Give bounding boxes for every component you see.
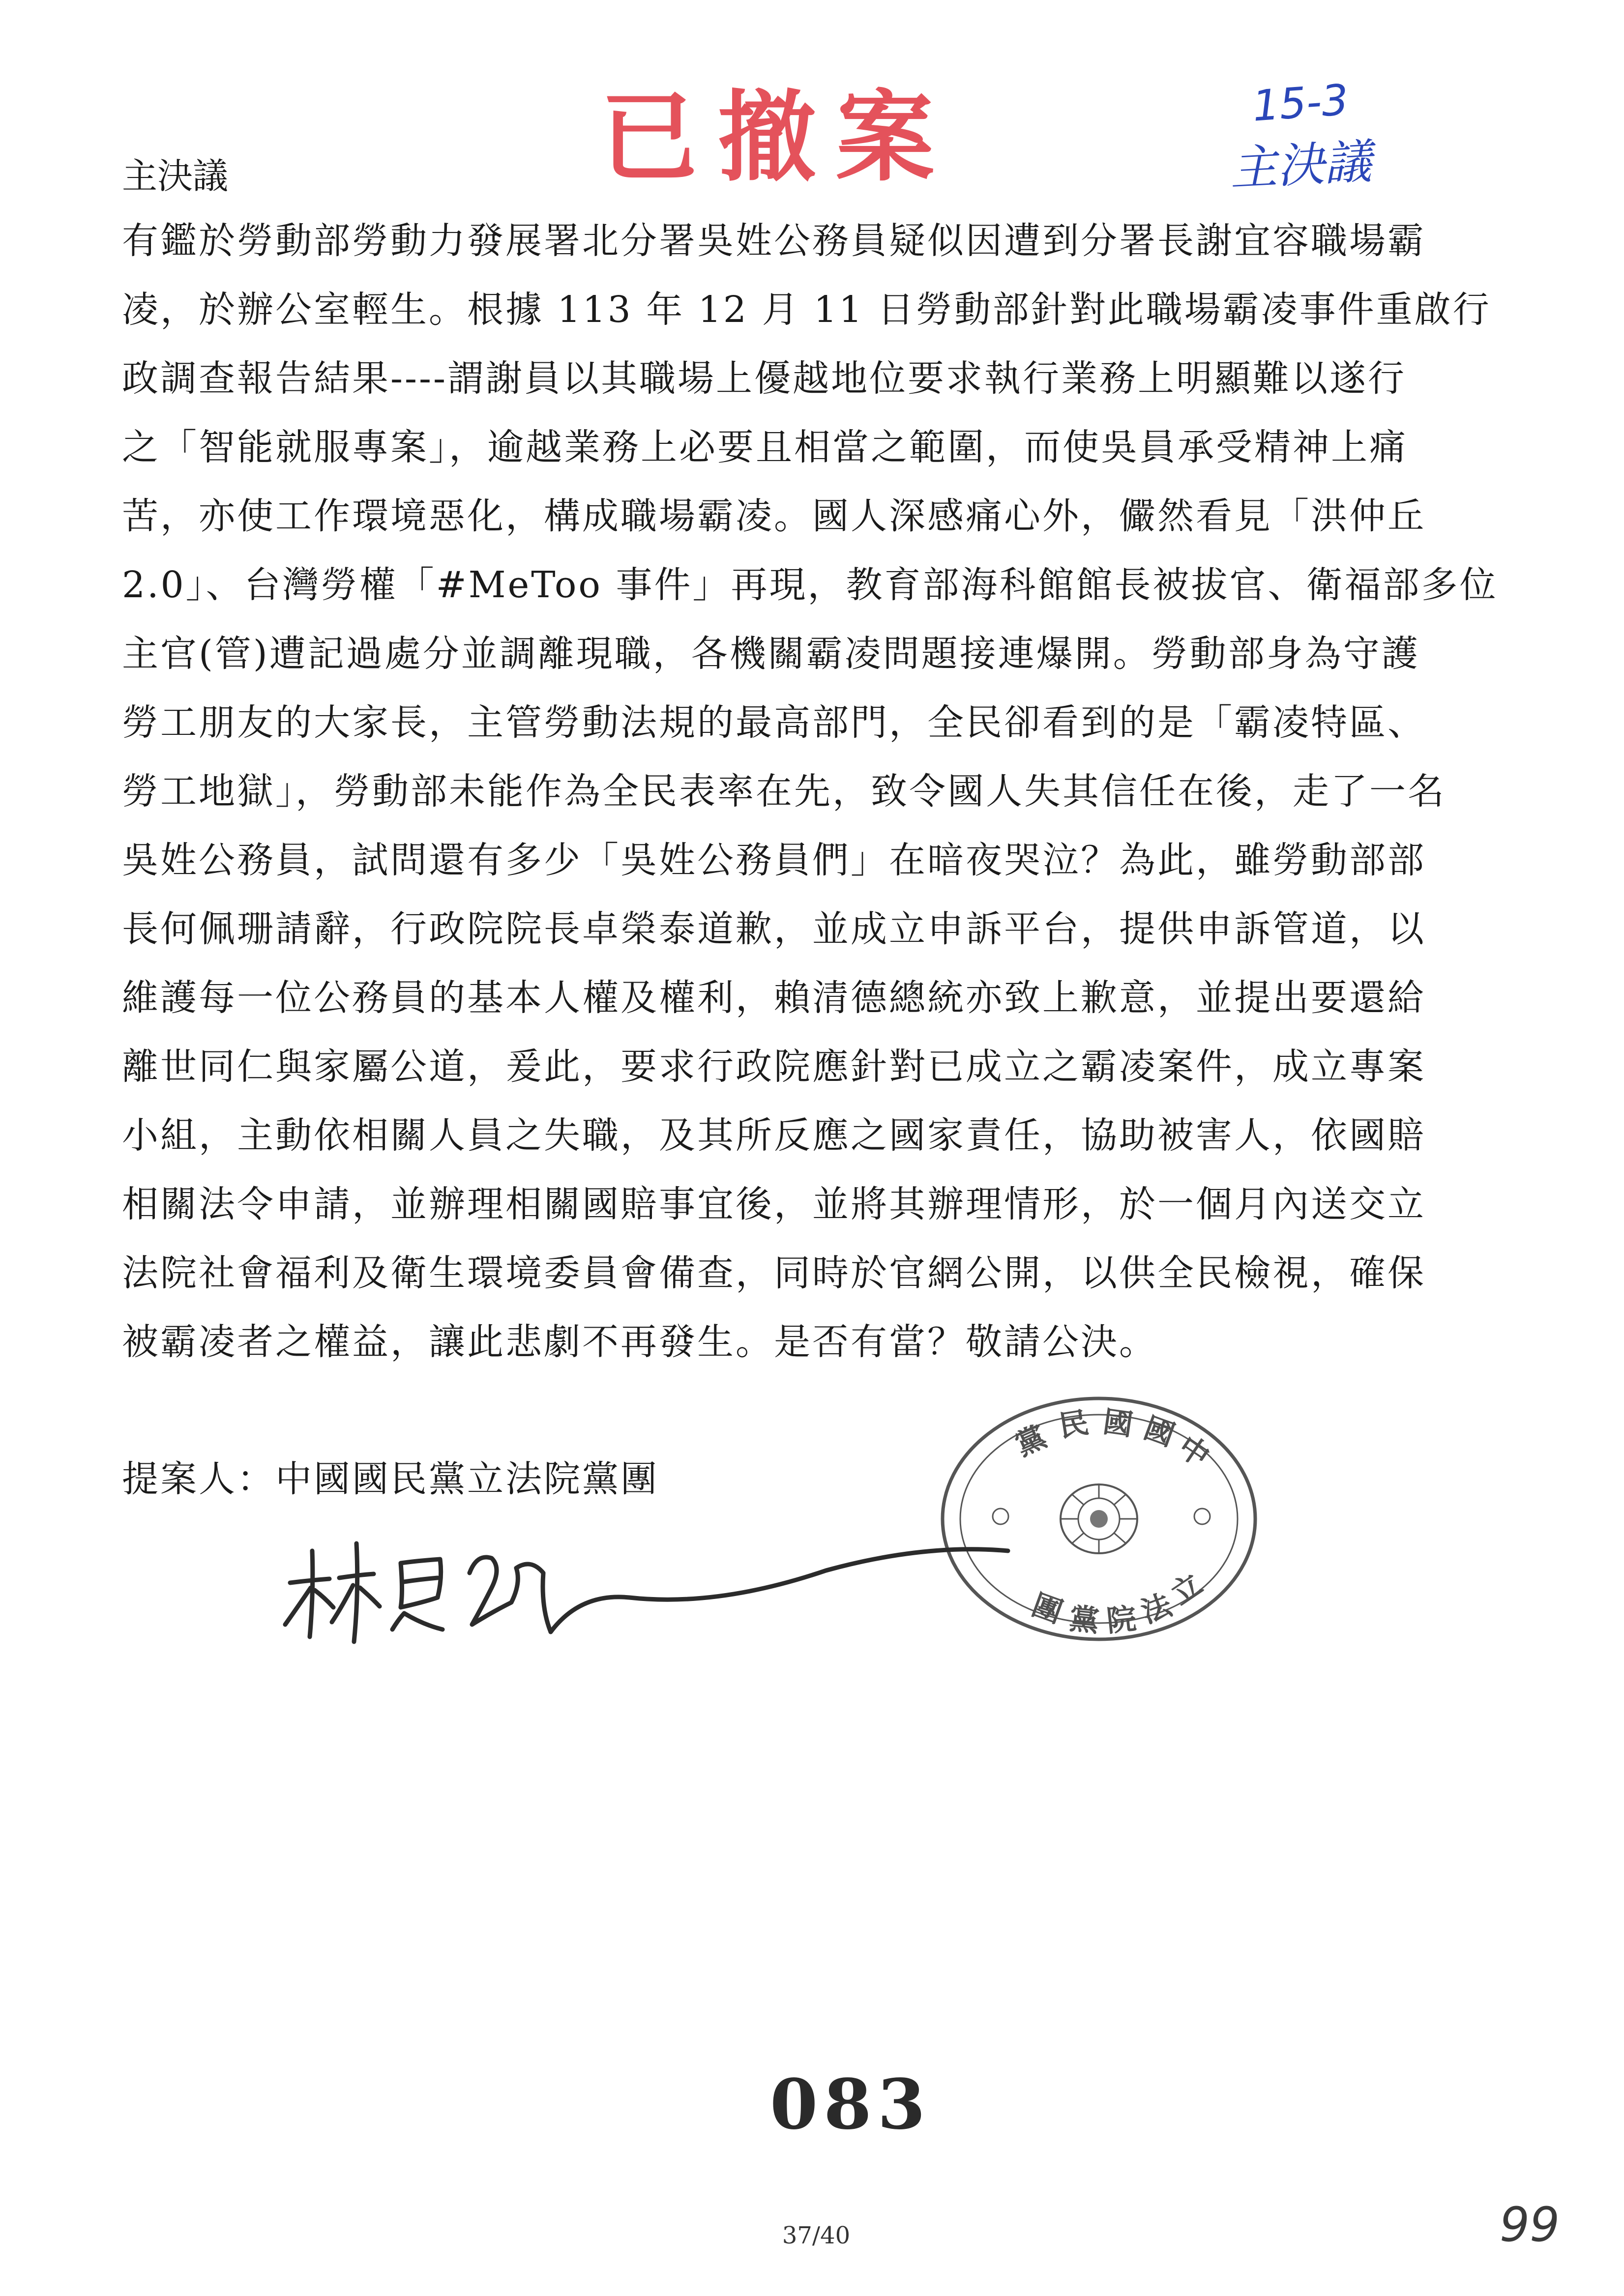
svg-text:院: 院 — [1105, 1601, 1138, 1639]
svg-text:民: 民 — [1056, 1405, 1091, 1444]
body-line: 政調查報告結果----謂謝員以其職場上優越地位要求執行業務上明顯難以遂行 — [122, 357, 1407, 400]
body-line: 苦，亦使工作環境惡化，構成職場霸凌。國人深感痛心外，儼然看見「洪仲丘 — [122, 495, 1426, 537]
handwritten-page-number: 99 — [1500, 2197, 1560, 2252]
page-number: 37/40 — [782, 2222, 851, 2249]
document-heading: 主決議 — [122, 155, 229, 197]
body-line: 小組，主動依相關人員之失職，及其所反應之國家責任，協助被害人，依國賠 — [122, 1114, 1426, 1157]
handwritten-ref-label: 主決議 — [1228, 134, 1373, 197]
body-line: 有鑑於勞動部勞動力發展署北分署吳姓公務員疑似因遭到分署長謝宜容職場霸 — [122, 220, 1426, 262]
proposer-line: 提案人：中國國民黨立法院黨團 — [122, 1458, 659, 1500]
svg-text:黨: 黨 — [1067, 1601, 1101, 1639]
handwritten-ref-number: 15-3 — [1251, 75, 1350, 131]
body-line: 之「智能就服專案」，逾越業務上必要且相當之範圍，而使吳員承受精神上痛 — [122, 426, 1408, 468]
resolution-body — [122, 206, 1499, 1376]
svg-text:國: 國 — [1139, 1411, 1180, 1453]
body-line: 離世同仁與家屬公道，爰此，要求行政院應針對已成立之霸凌案件，成立專案 — [122, 1046, 1426, 1088]
svg-text:中: 中 — [1172, 1429, 1216, 1475]
body-line: 吳姓公務員，試問還有多少「吳姓公務員們」在暗夜哭泣？為此，雖勞動部部 — [122, 839, 1426, 881]
body-line: 主官(管)遭記過處分並調離現職，各機關霸凌問題接連爆開。勞動部身為守護 — [122, 633, 1420, 675]
body-line: 凌，於辦公室輕生。根據 113 年 12 月 11 日勞動部針對此職場霸凌事件重啟行 — [122, 289, 1491, 331]
svg-text:法: 法 — [1136, 1588, 1177, 1630]
body-line: 長何佩珊請辭，行政院院長卓榮泰道歉，並成立申訴平台，提供申訴管道，以 — [122, 908, 1426, 950]
svg-text:黨: 黨 — [1010, 1419, 1052, 1463]
body-line: 相關法令申請，並辦理相關國賠事宜後，並將其辦理情形，於一個月內送交立 — [122, 1183, 1426, 1225]
handwritten-signature — [275, 1524, 1013, 1652]
body-line: 被霸凌者之權益，讓此悲劇不再發生。是否有當？敬請公決。 — [122, 1321, 1157, 1363]
page-code: 083 — [769, 2064, 932, 2145]
handwritten-reference — [1219, 75, 1382, 197]
body-line: 法院社會福利及衛生環境委員會備查，同時於官網公開，以供全民檢視，確保 — [122, 1252, 1426, 1294]
svg-text:團: 團 — [1027, 1588, 1067, 1630]
svg-text:立: 立 — [1165, 1567, 1209, 1612]
body-line: 勞工地獄」，勞動部未能作為全民表率在先，致令國人失其信任在後，走了一名 — [122, 770, 1446, 813]
body-line: 維護每一位公務員的基本人權及權利，賴清德總統亦致上歉意，並提出要還給 — [122, 977, 1426, 1019]
svg-text:國: 國 — [1101, 1404, 1135, 1443]
body-line: 2.0」、台灣勞權「#MeToo 事件」再現，教育部海科館館長被拔官、衛福部多位 — [122, 564, 1498, 606]
body-line: 勞工朋友的大家長，主管勞動法規的最高部門，全民卻看到的是「霸凌特區、 — [122, 701, 1426, 744]
withdrawn-stamp: 已撤案 — [600, 81, 954, 195]
